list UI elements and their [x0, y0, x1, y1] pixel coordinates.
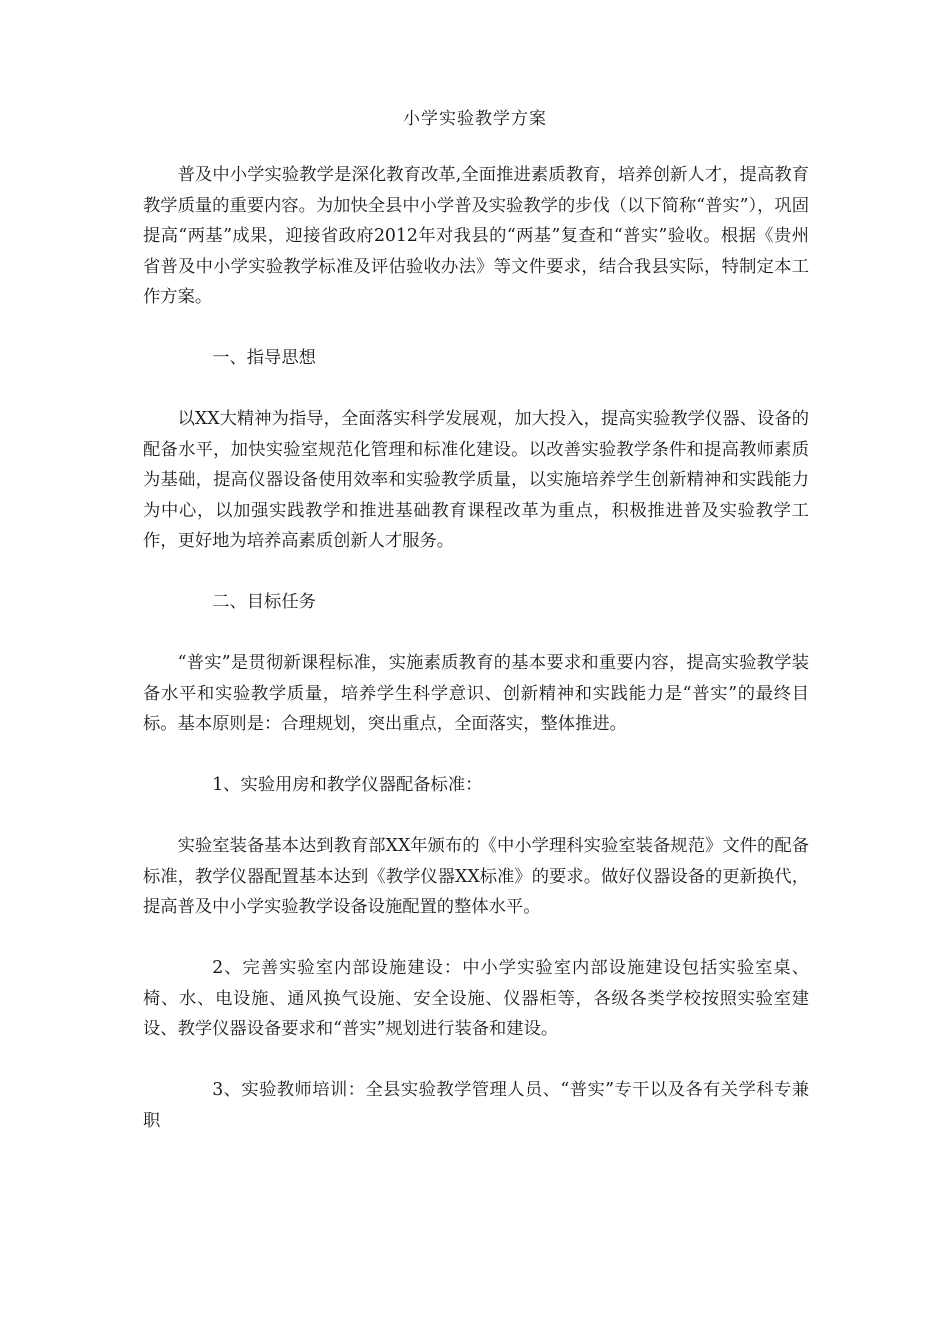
guiding-ideology-paragraph: 以XX大精神为指导，全面落实科学发展观，加大投入，提高实验教学仪器、设备的配备水平，加快实验室规范化管理和标准化建设。以改善实验教学条件和提高教师素质为基础，提高仪器设备使用效率和实验教学质量，以实施培养学生创新精神和实践能力为中心，以加强实践教学和推进基础教育课程改革为重点，积极推进普及实验教学工作，更好地为培养高素质创新人才服务。 [143, 409, 809, 551]
lab-standards-paragraph: 实验室装备基本达到教育部XX年颁布的《中小学理科实验室装备规范》文件的配备标准，教学仪器配置基本达到《教学仪器XX标准》的要求。做好仪器设备的更新换代，提高普及中小学实验教学设备设施配置的整体水平。 [143, 836, 809, 917]
subsection-heading-lab-standards: 1、实验用房和教学仪器配备标准： [212, 775, 483, 795]
section-heading-goals-tasks: 二、目标任务 [212, 592, 316, 612]
document-body [143, 160, 809, 1136]
intro-paragraph: 普及中小学实验教学是深化教育改革,全面推进素质教育，培养创新人才，提高教育教学质量的重要内容。为加快全县中小学普及实验教学的步伐（以下简称“普实”），巩固提高“两基”成果，迎接省政府2012年对我县的“两基”复查和“普实”验收。根据《贵州省普及中小学实验教学标准及评估验收办法》等文件要求，结合我县实际，特制定本工作方案。 [143, 165, 809, 307]
lab-facilities-paragraph: 2、完善实验室内部设施建设：中小学实验室内部设施建设包括实验室桌、椅、水、电设施、通风换气设施、安全设施、仪器柜等，各级各类学校按照实验室建设、教学仪器设备要求和“普实”规划进行装备和建设。 [143, 958, 809, 1039]
teacher-training-paragraph: 3、实验教师培训：全县实验教学管理人员、“普实”专干以及各有关学科专兼职 [143, 1080, 809, 1131]
goals-paragraph: “普实”是贯彻新课程标准，实施素质教育的基本要求和重要内容，提高实验教学装备水平和实验教学质量，培养学生科学意识、创新精神和实践能力是“普实”的最终目标。基本原则是：合理规划，突出重点，全面落实，整体推进。 [143, 653, 809, 734]
document-title: 小学实验教学方案 [403, 109, 547, 129]
section-heading-guiding-ideology: 一、指导思想 [212, 348, 316, 368]
